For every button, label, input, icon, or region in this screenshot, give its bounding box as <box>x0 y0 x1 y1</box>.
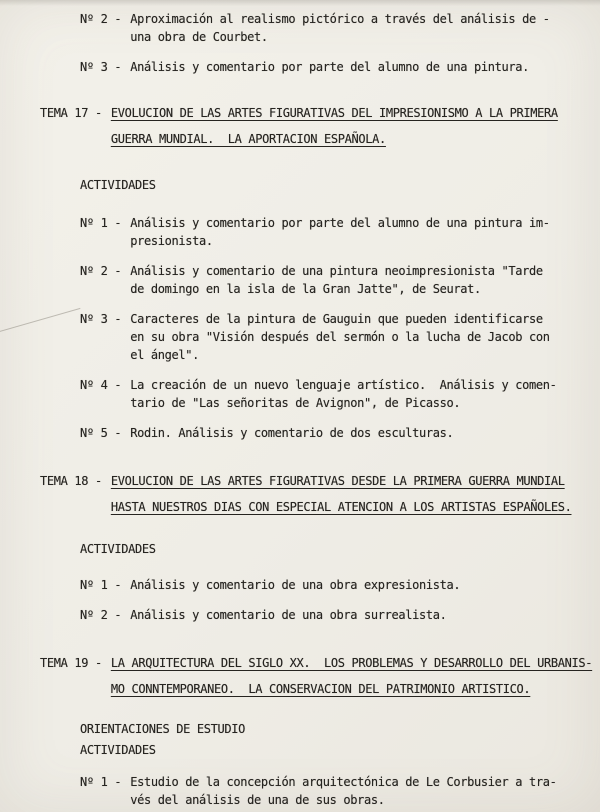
tema-title-line: LA ARQUITECTURA DEL SIGLO XX. LOS PROBLEMAS Y DESARROLLO DEL URBANIS- <box>110 656 593 670</box>
activity-number: Nº 2 - <box>80 12 122 26</box>
tema-title-line: MO CONNTEMPORANEO. LA CONSERVACION DEL PATRIMONIO ARTISTICO. <box>110 682 531 696</box>
activity-line: Aproximación al realismo pictórico a través del análisis de - <box>130 12 550 26</box>
tema-title-line: EVOLUCION DE LAS ARTES FIGURATIVAS DESDE LA PRIMERA GUERRA MUNDIAL <box>110 474 565 488</box>
activity-line: Análisis y comentario por parte del alumno de una pintura. <box>130 60 529 74</box>
activity-number: Nº 1 - <box>80 216 122 230</box>
activity-line: Caracteres de la pintura de Gauguin que pueden identificarse <box>130 312 543 326</box>
tema-title-line: GUERRA MUNDIAL. LA APORTACION ESPAÑOLA. <box>110 132 386 146</box>
activity-item <box>80 773 600 809</box>
activities-list <box>0 773 600 809</box>
activity-item <box>80 376 600 412</box>
activity-text <box>130 10 549 46</box>
tema-19-section <box>0 650 600 809</box>
tema-label: TEMA 19 - <box>40 656 102 670</box>
tema-label: TEMA 17 - <box>40 106 102 120</box>
activity-number: Nº 5 - <box>80 426 122 440</box>
activity-line: Análisis y comentario por parte del alumno de una pintura im- <box>130 216 550 230</box>
tema-heading <box>40 100 600 152</box>
activity-text <box>130 576 460 594</box>
activity-item <box>80 576 600 594</box>
activity-number: Nº 3 - <box>80 60 122 74</box>
activity-number: Nº 1 - <box>80 578 122 592</box>
activity-item <box>80 262 600 298</box>
tema-title-line: EVOLUCION DE LAS ARTES FIGURATIVAS DEL IMPRESIONISMO A LA PRIMERA <box>110 106 558 120</box>
activity-number: Nº 2 - <box>80 608 122 622</box>
tema-title <box>111 100 558 152</box>
activity-line: Estudio de la concepción arquitectónica de Le Corbusier a tra- <box>130 775 557 789</box>
subheading-actividades: ACTIVIDADES <box>80 178 156 192</box>
activity-line: una obra de Courbet. <box>130 30 268 44</box>
subheading-actividades: ACTIVIDADES <box>80 743 156 757</box>
tema-heading <box>40 650 600 702</box>
activity-line: tario de "Las señoritas de Avignon", de Picasso. <box>130 396 461 410</box>
activity-item <box>80 58 600 76</box>
tema-label: TEMA 18 - <box>40 474 102 488</box>
activities-list <box>0 214 600 442</box>
activity-line: La creación de un nuevo lenguaje artístico. Análisis y comen- <box>130 378 557 392</box>
scan-edge-shading <box>0 0 600 6</box>
activity-line: el ángel". <box>130 348 199 362</box>
activity-line: Rodin. Análisis y comentario de dos esculturas. <box>130 426 454 440</box>
activity-number: Nº 3 - <box>80 312 122 326</box>
leading-activities <box>0 10 600 76</box>
activity-text <box>130 58 529 76</box>
activity-text <box>130 606 446 624</box>
subheading-orientaciones: ORIENTACIONES DE ESTUDIO <box>80 722 245 736</box>
tema-title-line: HASTA NUESTROS DIAS CON ESPECIAL ATENCION A LOS ARTISTAS ESPAÑOLES. <box>110 500 572 514</box>
activity-text <box>130 376 556 412</box>
activity-line: vés del análisis de una de sus obras. <box>130 793 385 807</box>
activity-line: en su obra "Visión después del sermón o la lucha de Jacob con <box>130 330 550 344</box>
tema-title <box>111 468 572 520</box>
activity-text <box>130 310 549 364</box>
activity-text <box>130 262 542 298</box>
subheading-actividades: ACTIVIDADES <box>80 542 156 556</box>
activity-text <box>130 424 453 442</box>
activity-text <box>130 773 556 809</box>
activity-item <box>80 424 600 442</box>
activity-number: Nº 2 - <box>80 264 122 278</box>
activity-number: Nº 4 - <box>80 378 122 392</box>
activity-text <box>130 214 549 250</box>
activity-item <box>80 310 600 364</box>
activity-line: presionista. <box>130 234 213 248</box>
activity-item <box>80 10 600 46</box>
activity-line: Análisis y comentario de una obra surrealista. <box>130 608 447 622</box>
tema-heading <box>40 468 600 520</box>
activity-item <box>80 606 600 624</box>
activity-line: de domingo en la isla de la Gran Jatte", de Seurat. <box>130 282 481 296</box>
activity-item <box>80 214 600 250</box>
activities-list <box>0 576 600 624</box>
activity-number: Nº 1 - <box>80 775 122 789</box>
tema-title <box>111 650 592 702</box>
activity-line: Análisis y comentario de una pintura neoimpresionista "Tarde <box>130 264 543 278</box>
activity-line: Análisis y comentario de una obra expresionista. <box>130 578 461 592</box>
tema-18-section <box>0 468 600 624</box>
tema-17-section <box>0 100 600 442</box>
